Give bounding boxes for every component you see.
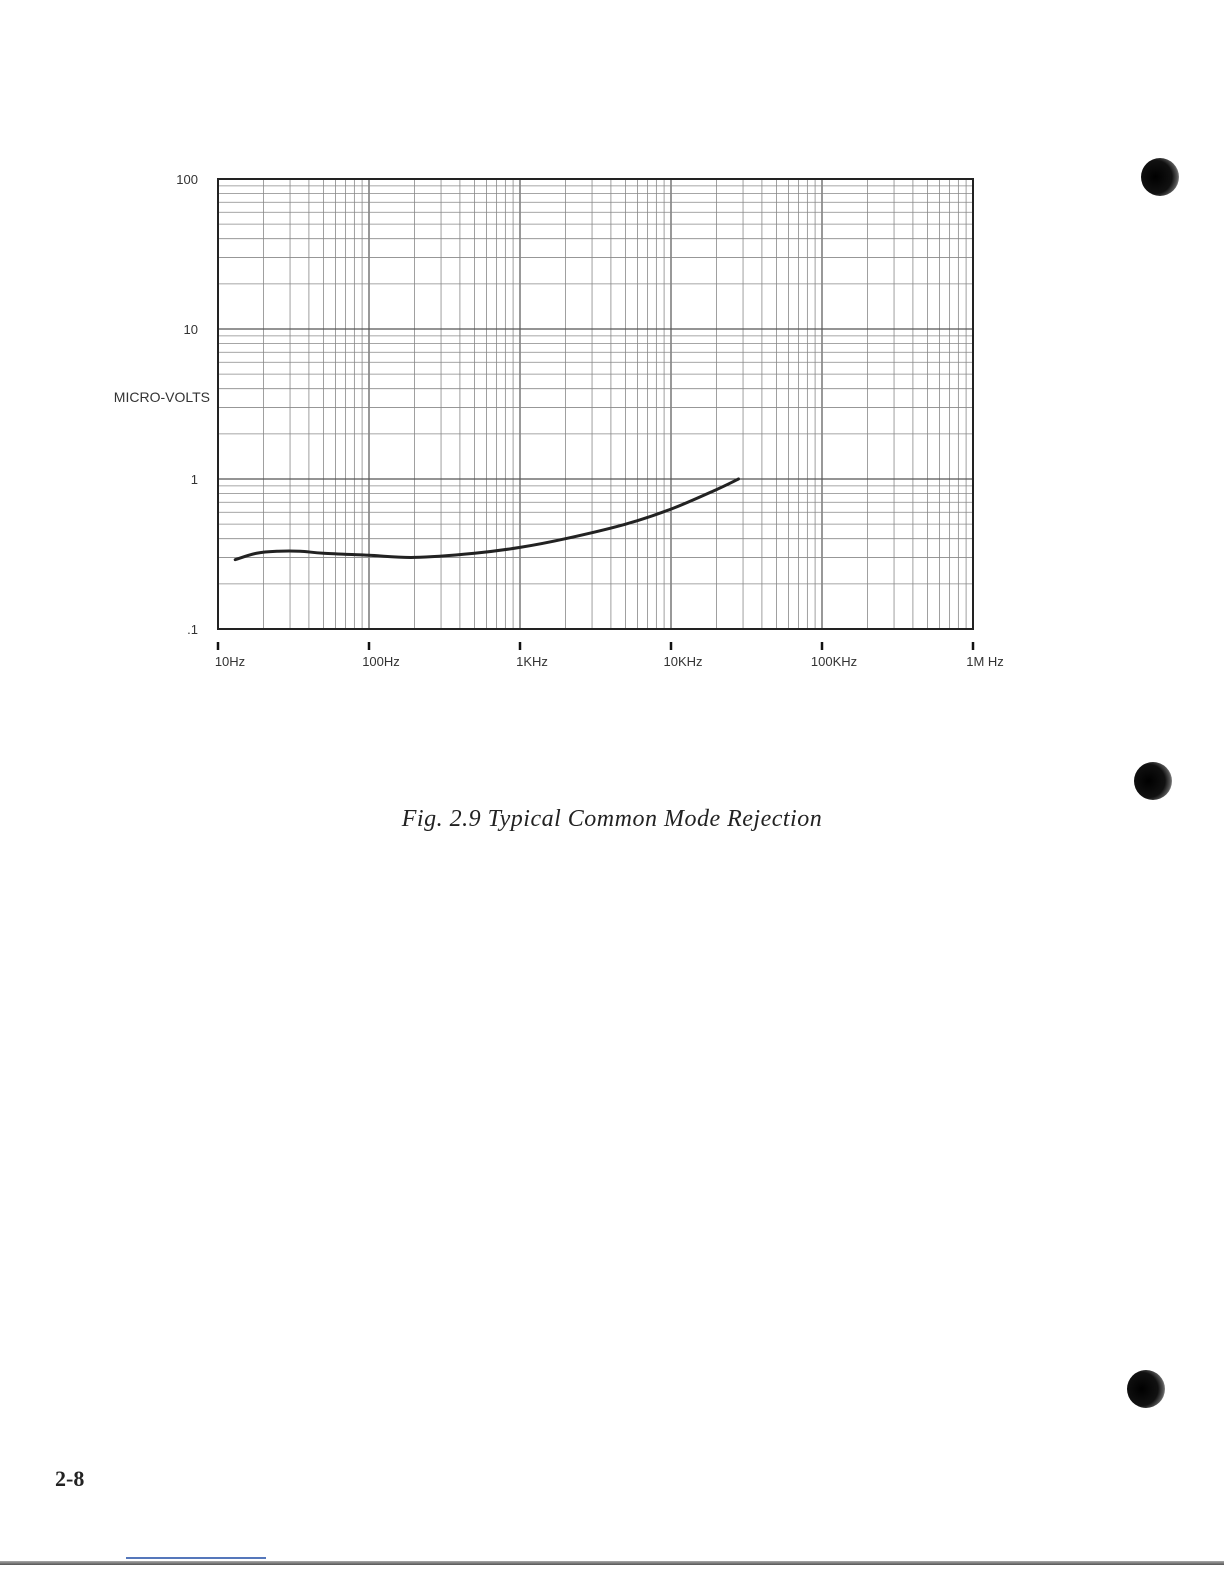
page-number: 2-8 [55,1466,85,1491]
figure-caption: Fig. 2.9 Typical Common Mode Rejection [401,806,823,832]
x-tick-label: 10KHz [663,654,703,669]
x-axis-ticks [215,642,1004,669]
binder-hole-bottom [1127,1370,1165,1408]
plot-frame [218,179,973,629]
chart-grid [218,179,973,629]
binder-hole-top [1141,158,1179,196]
x-tick-label: 1M Hz [966,654,1004,669]
y-axis-label: MICRO-VOLTS [113,389,210,405]
y-tick-label: 10 [183,322,198,337]
x-tick-label: 100Hz [362,654,400,669]
binder-hole-middle [1134,762,1172,800]
common-mode-rejection-chart [0,0,1224,700]
y-tick-label: 1 [190,472,198,487]
x-tick-label: 100KHz [810,654,858,669]
x-tick-label: 1KHz [516,654,548,669]
bottom-edge-accent [126,1557,266,1559]
x-tick-label: 10Hz [214,654,246,669]
y-tick-label: 100 [176,172,198,187]
y-tick-label: .1 [187,622,198,637]
bottom-edge-rule [0,1561,1224,1565]
